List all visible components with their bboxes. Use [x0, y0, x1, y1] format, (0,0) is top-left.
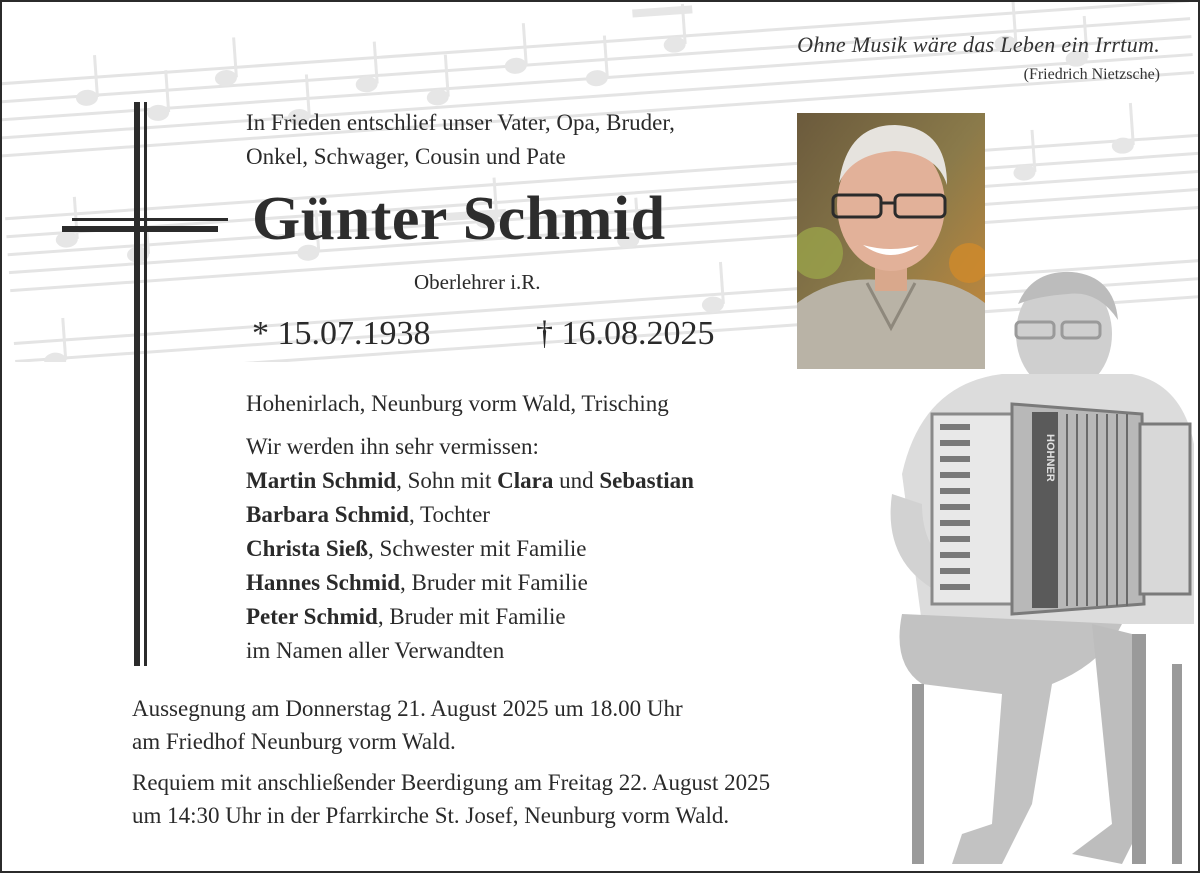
accordion-player-photo — [882, 264, 1198, 871]
deceased-name: Günter Schmid — [252, 185, 666, 253]
mourners-closing: im Namen aller Verwandten — [246, 638, 505, 663]
deceased-title: Oberlehrer i.R. — [414, 270, 541, 294]
mourner-relation: , Sohn mit — [396, 468, 498, 493]
requiem-line-1: Requiem mit anschließender Beerdigung am Freitag 22. August 2025 — [132, 770, 771, 795]
mourner-relation: , Schwester mit Familie — [368, 536, 587, 561]
accordion-brand-label: HOHNER — [1044, 434, 1056, 482]
requiem-info — [132, 766, 770, 832]
quote-text: Ohne Musik wäre das Leben ein Irrtum. — [797, 32, 1160, 57]
mourners-heading: Wir werden ihn sehr vermissen: — [246, 434, 539, 459]
mourner-relation: , Tochter — [408, 502, 490, 527]
places-text: Hohenirlach, Neunburg vorm Wald, Trisching — [246, 391, 669, 416]
mourner-relation: , Bruder mit Familie — [377, 604, 566, 629]
cross-icon — [60, 100, 230, 668]
intro-text — [246, 106, 675, 174]
mourner-name: Peter Schmid — [246, 604, 378, 629]
mourner-line — [246, 464, 694, 498]
service-line-2: am Friedhof Neunburg vorm Wald. — [132, 729, 456, 754]
mourner-line — [246, 600, 694, 634]
mourner-line — [246, 498, 694, 532]
mourner-line — [246, 532, 694, 566]
service-line-1: Aussegnung am Donnerstag 21. August 2025 um 18.00 Uhr — [132, 696, 683, 721]
mourner-name: Sebastian — [599, 468, 694, 493]
mourner-name: Christa Sieß — [246, 536, 369, 561]
death-date: † 16.08.2025 — [536, 315, 715, 352]
intro-line-2: Onkel, Schwager, Cousin und Pate — [246, 144, 566, 169]
requiem-line-2: um 14:30 Uhr in der Pfarrkirche St. Josef, Neunburg vorm Wald. — [132, 803, 730, 828]
mourner-name: Hannes Schmid — [246, 570, 401, 595]
mourner-relation: und — [553, 468, 600, 493]
mourner-name: Martin Schmid — [246, 468, 397, 493]
service-info — [132, 692, 683, 758]
quote-author: (Friedrich Nietzsche) — [1023, 66, 1160, 83]
mourner-name: Barbara Schmid — [246, 502, 409, 527]
mourner-name: Clara — [497, 468, 554, 493]
intro-line-1: In Frieden entschlief unser Vater, Opa, Bruder, — [246, 110, 675, 135]
birth-date: * 15.07.1938 — [252, 315, 431, 352]
mourner-relation: , Bruder mit Familie — [400, 570, 588, 595]
mourners-list — [246, 430, 694, 668]
mourner-line — [246, 566, 694, 600]
